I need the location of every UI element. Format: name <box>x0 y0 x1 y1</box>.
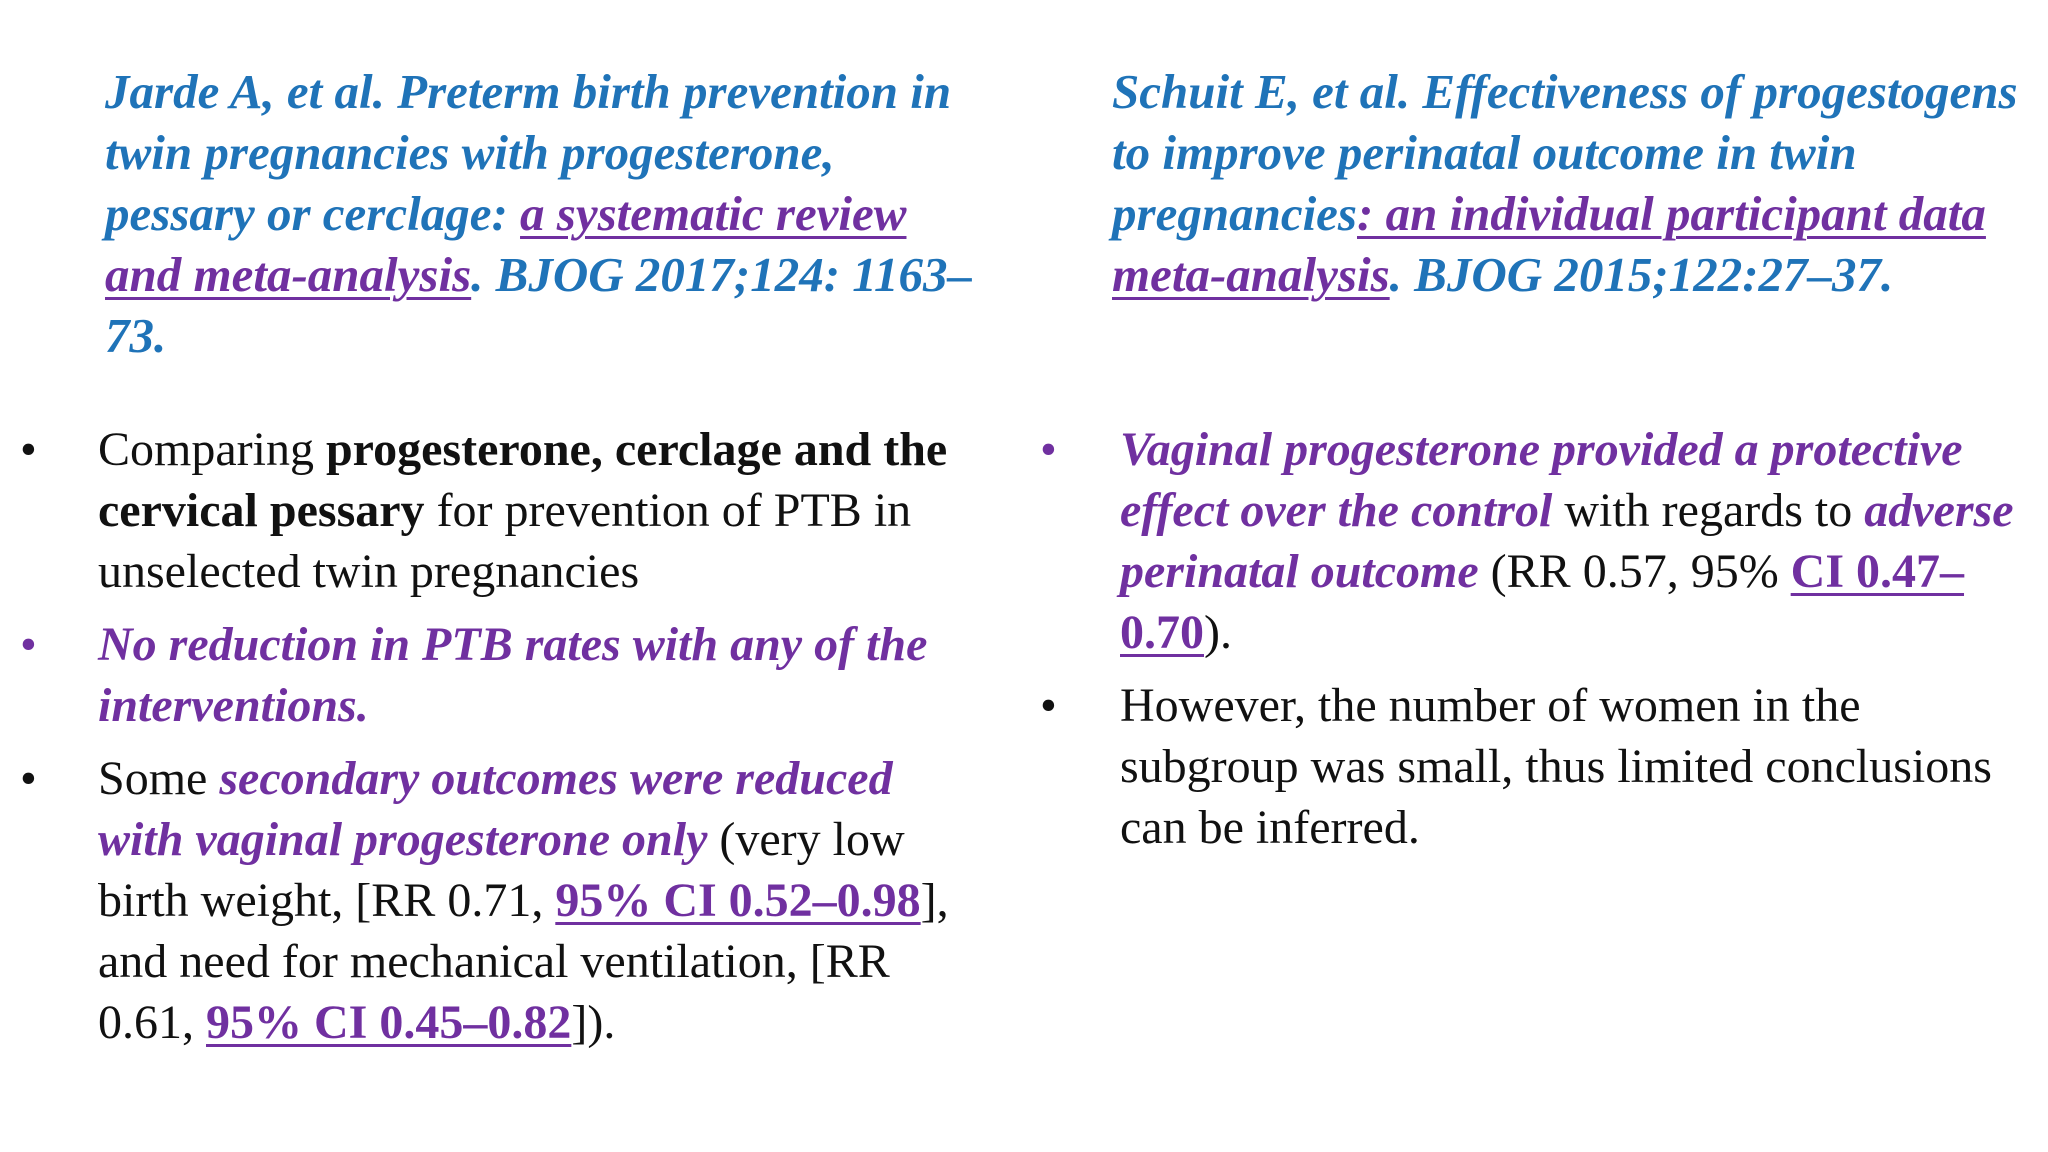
bullet-text: (very low birth weight, [RR 0.71, <box>98 813 905 927</box>
reference-right-link[interactable]: : an individual participant data meta-analysis <box>1112 186 1986 302</box>
reference-left <box>105 61 975 366</box>
bullet-marker: • <box>1040 679 1057 732</box>
reference-right-text: Schuit E, et al. Effectiveness of progestogens to improve perinatal outcome in twin pregnancies <box>1112 64 2018 241</box>
bullet-emphasis-text: Vaginal progesterone provided a protective effect over the control <box>1120 423 1963 537</box>
bullet-text: Comparing <box>98 423 326 476</box>
confidence-interval-link[interactable]: CI 0.47–0.70 <box>1120 545 1965 659</box>
bullet-text: However, the number of women in the subgroup was small, thus limited conclusions can be inferred. <box>1120 679 1992 854</box>
reference-left-citation: . BJOG 2017;124: 1163–73. <box>105 247 973 363</box>
bullet-marker: • <box>20 618 37 671</box>
reference-left-text: Jarde A, et al. Preterm birth prevention in twin pregnancies with progesterone, pessary or cerclage: <box>105 64 952 241</box>
right-bullet-list <box>1040 419 2040 870</box>
bullet-emphasis-text: No reduction in PTB rates with any of the interventions. <box>98 618 928 732</box>
bullet-emphasis-text: adverse perinatal outcome <box>1120 484 2014 598</box>
reference-left-link[interactable]: a systematic review and meta-analysis <box>105 186 907 302</box>
bullet-text: for prevention of PTB in unselected twin pregnancies <box>98 484 912 598</box>
reference-right <box>1112 61 2032 305</box>
bullet-text: Some <box>98 752 220 805</box>
bullet-item <box>20 419 980 602</box>
bullet-marker: • <box>1040 423 1057 476</box>
bullet-text: ], and need for mechanical ventilation, [RR 0.61, <box>98 874 949 1049</box>
bullet-item <box>20 748 980 1053</box>
bullet-item <box>1040 675 2040 858</box>
bullet-marker: • <box>20 423 37 476</box>
bullet-item <box>20 614 980 736</box>
confidence-interval-link[interactable]: 95% CI 0.52–0.98 <box>555 874 921 927</box>
confidence-interval-link[interactable]: 95% CI 0.45–0.82 <box>206 996 572 1049</box>
bullet-text: ]). <box>571 996 616 1049</box>
bullet-text: ). <box>1204 606 1232 659</box>
bullet-text: (RR 0.57, 95% <box>1478 545 1791 598</box>
bullet-marker: • <box>20 752 37 805</box>
bullet-bold-text: progesterone, cerclage and the cervical pessary <box>98 423 948 537</box>
reference-right-citation: . BJOG 2015;122:27–37. <box>1389 247 1894 302</box>
bullet-emphasis-text: secondary outcomes were reduced with vaginal progesterone only <box>98 752 893 866</box>
bullet-text: with regards to <box>1552 484 1865 537</box>
left-bullet-list <box>20 419 980 1065</box>
bullet-item <box>1040 419 2040 663</box>
